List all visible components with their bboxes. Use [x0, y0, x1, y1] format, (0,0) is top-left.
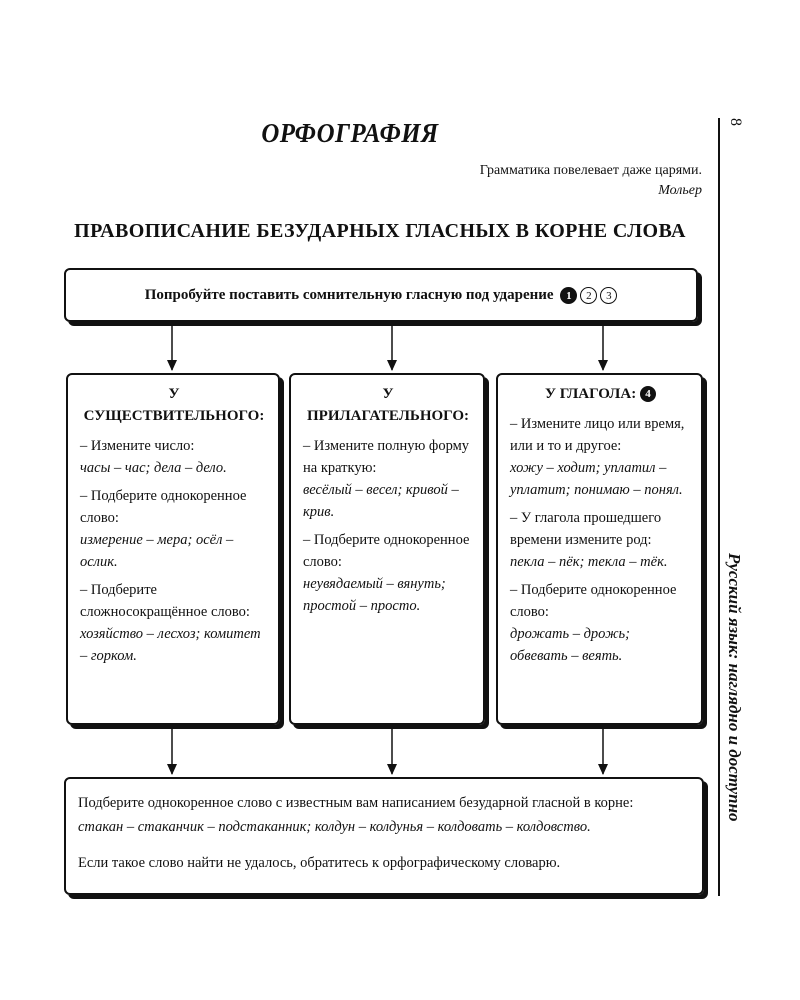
rule-text: – Измените лицо или время, или и то и другое:	[510, 416, 685, 454]
adjective-column-title: У ПРИЛАГАТЕЛЬНОГО:	[306, 386, 469, 424]
arrowhead-top-to-adjective	[387, 360, 397, 371]
rule-text: – Подберите однокоренное слово:	[80, 488, 247, 526]
example-text: пекла – пёк; текла – тёк.	[510, 554, 668, 570]
bottom-line-2: Если такое слово найти не удалось, обратитесь к орфографическому словарю.	[78, 855, 561, 871]
epigraph-quote: Грамматика повелевает даже царями.	[479, 163, 702, 178]
rule-text: – Измените полную форму на краткую:	[303, 438, 470, 476]
example-text: дрожать – дрожь; обвевать – веять.	[510, 626, 630, 664]
noun-column-title: У СУЩЕСТВИТЕЛЬНОГО:	[83, 386, 265, 424]
section-heading: ПРАВОПИСАНИЕ БЕЗУДАРНЫХ ГЛАСНЫХ В КОРНЕ СЛОВА	[74, 220, 686, 242]
arrowhead-top-to-verb	[598, 360, 608, 371]
rule-text: – Измените число:	[80, 438, 195, 454]
example-text: часы – час; дела – дело.	[80, 460, 227, 476]
page-number: 8	[727, 118, 744, 126]
example-text: весёлый – весел; кривой – крив.	[303, 482, 459, 520]
rule-text: – Подберите однокоренное слово:	[303, 532, 470, 570]
bottom-line-1: Подберите однокоренное слово с известным вам написанием безударной гласной в корне:	[78, 795, 634, 811]
example-text: измерение – мера; осёл – ослик.	[80, 532, 234, 570]
example-text: неувядаемый – вянуть; простой – просто.	[303, 576, 446, 614]
verb-column-title-text: У ГЛАГОЛА:	[545, 386, 637, 402]
rule-text: – У глагола прошедшего времени измените род:	[510, 510, 662, 548]
running-title: Русский язык: наглядно и доступно	[725, 553, 744, 822]
arrowhead-adjective-to-bottom	[387, 764, 397, 775]
arrowhead-verb-to-bottom	[598, 764, 608, 775]
example-text: хозяйство – лесхоз; комитет – горком.	[80, 626, 261, 664]
top-instruction-text: Попробуйте поставить сомнительную гласную под ударение	[144, 286, 554, 303]
marker-2: 2	[580, 287, 597, 304]
epigraph-author: Мольер	[658, 183, 702, 198]
marker-1: 1	[560, 287, 577, 304]
rule-text: – Подберите однокоренное слово:	[510, 582, 677, 620]
marker-3: 3	[600, 287, 617, 304]
marker-4: 4	[640, 386, 656, 402]
example-text: хожу – ходит; уплатил – уплатит; понимаю – понял.	[510, 460, 683, 498]
arrowhead-top-to-noun	[167, 360, 177, 371]
page-title: ОРФОГРАФИЯ	[261, 118, 439, 148]
bottom-example: стакан – стаканчик – подстаканник; колдун – колдунья – колдовать – колдовство.	[78, 819, 591, 835]
arrowhead-noun-to-bottom	[167, 764, 177, 775]
rule-text: – Подберите сложносокращённое слово:	[80, 582, 250, 620]
